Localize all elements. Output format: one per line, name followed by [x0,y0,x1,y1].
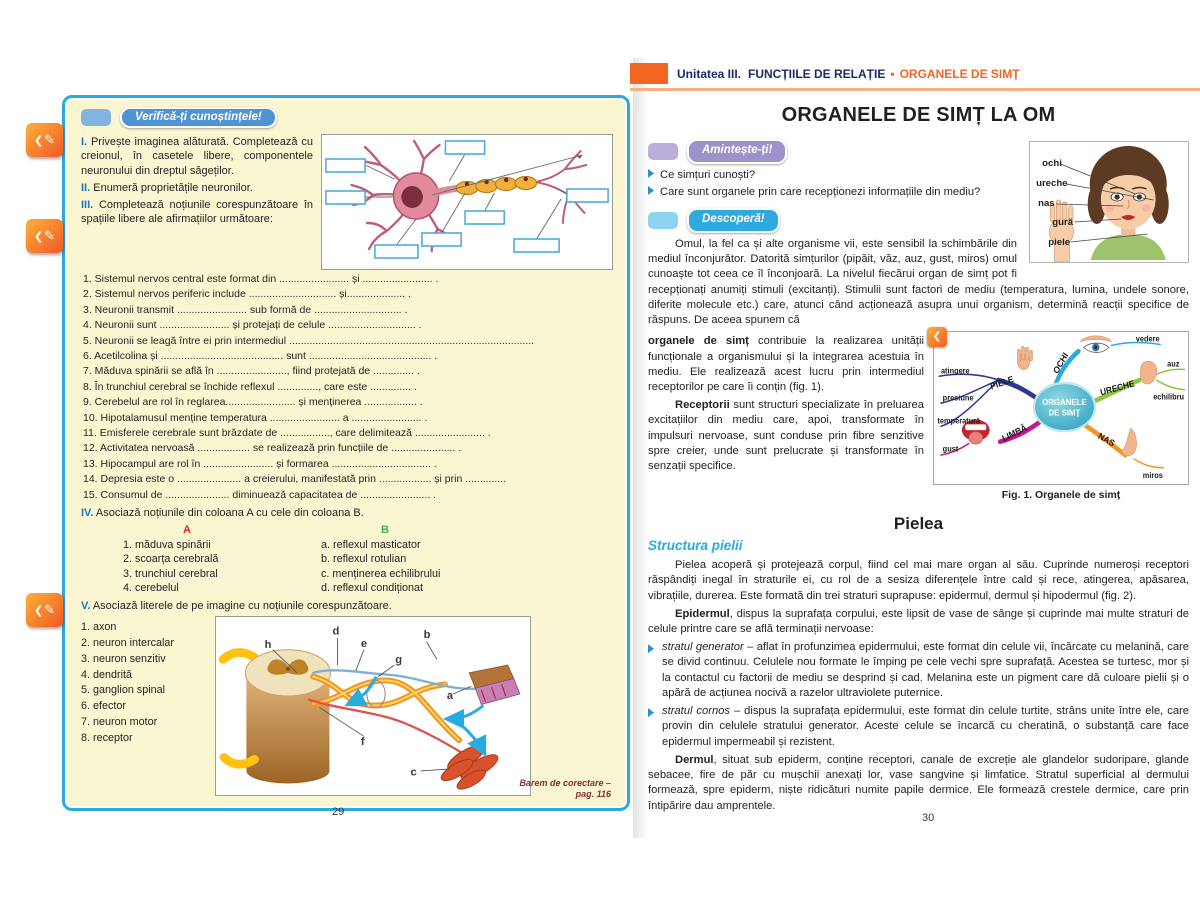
fill-blank-item: 11. Emisferele cerebrale sunt brăzdate de ................., care delimitează ........................ . [83,427,491,440]
fill-blank-item: 4. Neuronii sunt ........................ și protejați de celule .............................. . [83,319,422,332]
chevron-left-icon: ❮ [33,230,44,243]
branch-ureche: URECHE [1099,378,1136,398]
fill-blank-item: 3. Neuronii transmit ........................ sub formă de .............................. . [83,303,408,316]
intro-paragraph: Omul, la fel ca și alte organisme vii, este sensibil la schimbările din mediul înconjurător. Datorită simțurilor (pipăit, văz, auz, gust, miros) omul cunoaște tot ceea ce îl înconjoară. La nivelul fiecărui organ de simț pot fi recepționați anumiți stimuli (excitanți). Stimulii sunt factori de mediu (temperatura, lumina, undele sonore, diferite molecule etc.) care, atunci când acționează asupra unui organism, determină reacții specifice de răspuns. De aceea spunem că [648,237,1189,327]
bold-lead: organele de simț [648,335,749,348]
fill-blank-item: 13. Hipocampul are rol în ........................ și formarea .................................. . [83,457,437,470]
fill-blank-item: 12. Activitatea nervoasă .................. se realizează prin funcțiile de ...................... . [83,442,462,455]
mindmap-center-line1: ORGANELE [1042,398,1087,408]
matching-columns [123,523,613,596]
paragraph-text: contribuie la realizarea unității funcționale a organismului și la integrarea acestuia în mediu. Ele realizează acest lucru prin intermediul receptorilor pe care îi conțin (fig. 1). [648,335,924,394]
unit-header [630,62,1200,85]
item-number: V. [81,599,91,612]
question-text: Ce simțuri cunoști? [660,168,756,181]
sub-vedere: vedere [1135,334,1160,345]
badge-tab [648,143,678,160]
column-b-item: c. menținerea echilibrului [321,567,441,580]
stratul-generator-bullet [648,640,1189,701]
neuron-svg [322,135,612,269]
reflex-letter-b: b [423,629,431,642]
left-page [33,95,630,811]
exercise-items [81,132,321,270]
column-b-item: d. reflexul condiționat [321,582,424,595]
exercise-pencil-icon [26,219,63,253]
italic-lead: stratul generator [662,641,744,654]
text-figure-row [648,331,1189,502]
left-text-column [648,331,924,502]
sub-temperatura: temperatură [937,416,981,426]
column-b [321,523,440,596]
receptors-paragraph [648,398,924,474]
exercise-item-2 [81,181,313,195]
fill-blank-item: 6. Acetilcolina și .......................................... sunt .......................................... . [83,350,438,363]
answer-key-line1: Barem de corectare – [519,777,611,788]
remember-header [648,139,1017,164]
column-a-item: 4. cerebelul [123,582,179,595]
bold-lead: Epidermul [675,607,730,620]
reflex-letter-h: h [264,639,272,651]
fill-blank-item: 10. Hipotalamusul menține temperatura ........................ a ........................ . [83,411,428,424]
neuron-diagram [321,134,613,270]
pencil-icon: ✎ [44,228,56,243]
face-label-piele: piele [1048,237,1071,249]
column-b-header: B [381,524,389,537]
observe-icon: ❮ [927,327,947,347]
term-item: 3. neuron senzitiv [81,652,166,665]
sub-echilibru: echilibru [1153,392,1184,402]
stratul-cornos-bullet [648,704,1189,750]
sub-auz: auz [1167,359,1180,370]
column-b-item: b. reflexul rotulian [321,553,407,566]
column-a-item: 1. măduva spinării [123,538,211,551]
fig1-mindmap [933,331,1189,485]
face-label-ureche: ureche [1036,178,1068,190]
check-knowledge-badge: Verifică-ți cunoștințele! [120,107,277,128]
fill-blank-item: 7. Măduva spinării se află în ........................, fiind protejată de .............. . [83,365,420,378]
term-item: 8. receptor [81,731,133,744]
column-a-item: 3. trunchiul cerebral [123,567,218,580]
pencil-icon: ✎ [44,132,56,147]
term-item: 1. axon [81,621,117,634]
sense-organs-paragraph [648,334,924,395]
reflex-letter-c: c [410,767,417,779]
paragraph-text: – aflat în profunzimea epidermului, este format din celule vii, încărcate cu melanină, care se divid continuu. Celulele nou formate le împing pe cele vechi spre suprafață. Acestea se turtesc, mor și la contactul cu factorii de mediu se desprind și cad. Melanina este un pigment care dă culoare pielii și o apără de acțiunea nocivă a razelor ultraviolete puternice. [662,641,1189,699]
header-bullet: • [890,66,895,81]
branch-piele: PIELE [989,373,1015,393]
derm-paragraph [648,753,1189,814]
reflex-letter-e: e [360,638,368,650]
unit-section: FUNCȚIILE DE RELAȚIE [748,66,886,81]
mindmap-svg [934,332,1188,484]
reflex-letter-g: g [395,654,403,667]
paragraph-text: , situat sub epiderm, conține receptori, canale de excreție ale glandelor sudoripare, glande sebacee, fire de păr cu mușchii anexați lor, vase sangvine și limfatice. Stratul superficial al dermului formează, spre epiderm, niște ridicături numite papile dermice. Ele formează crestele dermice, care prin întipărire dau amprentele. [648,753,1189,812]
mindmap-center-line2: DE SIMȚ [1048,408,1081,419]
column-a-item: 2. scoarța cerebrală [123,553,219,566]
answer-key-note [519,778,611,801]
reflex-arc-diagram [215,616,531,796]
subsection-structura-pielii: Structura pielii [648,537,743,553]
sub-atingere: atingere [940,366,970,376]
bold-lead: Dermul [675,753,714,766]
paragraph-text: sunt structuri specializate în preluarea excitațiilor din mediu care, apoi, transformate în impulsuri nervoase, sunt conduse prin fibre senzitive spre creier, unde sunt prelucrate și transformate în senzații specifice. [648,399,924,473]
fill-blank-item: 15. Consumul de ...................... diminuează capacitatea de ........................ . [83,488,437,501]
unit-label: Unitatea III. [677,66,742,81]
item-text: Enumeră proprietățile neuronilor. [93,181,253,194]
item-text: Asociază noțiunile din coloana A cu cele din coloana B. [95,507,364,520]
exercise-item-4 [81,506,613,520]
item-number: I. [81,136,88,148]
discover-badge: Descoperă! [687,208,780,233]
arrow-bullet-icon [648,644,654,653]
exercise-item-3 [81,198,313,227]
reflex-term-list [81,616,215,796]
column-a [123,523,321,596]
badge-tab [81,109,111,126]
arrow-bullet-icon [648,186,654,195]
fill-blank-item: 5. Neuronii se leagă între ei prin intermediul .................................................................................... [83,334,535,347]
reflex-exercise-row [81,616,613,796]
chevron-left-icon: ❮ [33,134,44,147]
term-item: 5. ganglion spinal [81,684,166,697]
branch-ochi: OCHI [1051,350,1071,376]
header-rule [630,88,1200,91]
book-spine [633,58,648,838]
column-b-item: a. reflexul masticator [321,538,421,551]
face-label-gura: gură [1052,217,1074,229]
exercise-item-1 [81,135,313,178]
fill-blank-item: 8. În trunchiul cerebral se închide reflexul .............., care este .............. . [83,380,417,393]
column-a-header: A [183,524,191,537]
term-item: 6. efector [81,700,127,713]
unit-header-block [630,63,668,84]
face-label-ochi: ochi [1042,158,1062,170]
sub-miros: miros [1142,471,1163,481]
page-title: ORGANELE DE SIMȚ LA OM [781,104,1056,126]
fill-blank-item: 14. Depresia este o ...................... a creierului, manifestată prin .................. și prin .............. [83,473,507,486]
fig1-caption: Fig. 1. Organele de simț [1001,489,1121,502]
arrow-bullet-icon [648,169,654,178]
discover-header [648,208,1017,233]
fill-in-list [83,272,613,503]
chevron-left-icon: ❮ [33,604,44,617]
fill-blank-item: 1. Sistemul nervos central este format din ........................ și ........................ . [83,273,439,285]
pencil-icon: ✎ [44,602,56,617]
remember-section [648,139,1189,328]
term-item: 4. dendrită [81,668,133,681]
term-item: 2. neuron intercalar [81,636,175,649]
italic-lead: stratul cornos [662,705,730,718]
exercise-item-5 [81,599,613,613]
check-knowledge-header [81,107,613,128]
face-label-nas: nas [1038,198,1055,210]
exercise-panel [62,95,630,811]
question-text: Care sunt organele prin care recepționezi informațiile din mediu? [660,186,981,199]
term-item: 7. neuron motor [81,715,158,728]
sub-presiune: presiune [942,393,974,403]
page-number-left: 29 [332,806,345,818]
epiderm-paragraph [648,607,1189,637]
item-text: Privește imaginea alăturată. Completează cu creionul, în casetele libere, componentele neuronului din dreptul săgeților. [81,136,313,177]
top-row [81,132,613,270]
item-number: III. [81,199,94,212]
reflex-letter-a: a [446,690,454,702]
exercise-pencil-icon [26,593,63,627]
paragraph-text: – dispus la suprafața epidermului, este format din celule turtite, strâns unite între ele, care provin din celulele stratului generator. Aceste celule se încarcă cu cheratină, o substanță care face epidermul impermeabil și rezistent. [662,705,1189,748]
section-title-pielea: Pielea [893,513,944,533]
bold-lead: Receptorii [675,399,730,412]
skin-intro-paragraph: Pielea acoperă și protejează corpul, fiind cel mai mare organ al său. Cuprinde numeroși receptori răspândiți inegal în straturile ei, cu rol de a sesiza diferențele între cald și rece, atingerea, apăsarea, vibrațiile, durerea. Este formată din trei straturi suprapuse: epidermul, dermul și hipodermul (fig. 2). [648,559,1189,602]
paragraph-text: , dispus la suprafața corpului, este lipsit de vase de sânge și cuprinde mai multe straturi de celule printre care se află terminații nervoase: [648,607,1189,635]
page-number-right: 30 [922,812,935,824]
item-text: Asociază literele de pe imagine cu noțiunile corespunzătoare. [92,599,392,612]
badge-tab [648,212,678,229]
item-text: Completează noțiunile corespunzătoare în spațiile libere ale afirmațiilor următoare: [81,199,313,226]
reflex-letter-d: d [332,625,340,638]
fill-blank-item: 2. Sistemul nervos periferic include .............................. și.................... . [83,288,411,301]
answer-key-line2: pag. 116 [575,788,611,799]
branch-nas: NAS [1096,430,1117,450]
figure1-wrap [933,331,1189,502]
remember-badge: Amintește-ți! [687,139,787,164]
branch-limba: LIMBĂ [1000,422,1029,444]
arrow-bullet-icon [648,708,654,717]
reflex-arc-svg [216,617,530,795]
face-figure [1029,141,1189,263]
item-number: II. [81,181,91,194]
face-svg [1030,142,1188,262]
exercise-pencil-icon [26,123,63,157]
fill-blank-item: 9. Cerebelul are rol în reglarea........................ și menținerea .................. . [83,396,423,409]
reflex-letter-f: f [360,736,365,749]
item-number: IV. [81,507,94,520]
unit-topic: ORGANELE DE SIMȚ [899,66,1020,81]
sub-gust: gust [942,444,959,454]
right-page [648,96,1189,817]
